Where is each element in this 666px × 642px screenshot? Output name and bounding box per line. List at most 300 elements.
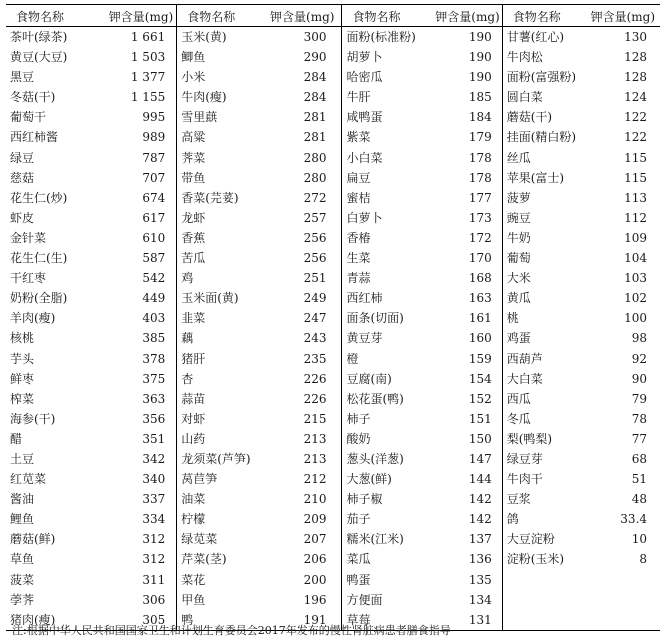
potassium-value: 184	[468, 110, 492, 125]
column-header	[503, 5, 660, 27]
food-name: 香椿	[346, 230, 371, 245]
food-name: 玉米(黄)	[181, 30, 227, 44]
food-name: 酸奶	[346, 431, 371, 446]
food-name: 大白菜	[506, 371, 543, 386]
table-row	[342, 168, 501, 188]
food-name: 对虾	[181, 411, 206, 426]
potassium-value: 284	[303, 70, 327, 85]
potassium-value: 281	[303, 130, 327, 145]
table-row	[6, 489, 176, 509]
table-row	[6, 549, 176, 569]
food-name: 莴苣笋	[181, 472, 218, 487]
table-row	[503, 228, 660, 248]
table-row	[6, 107, 176, 127]
potassium-value: 161	[468, 311, 492, 326]
potassium-value: 113	[624, 190, 648, 205]
table-row	[6, 509, 176, 529]
potassium-value: 363	[142, 391, 166, 406]
table-row	[6, 590, 176, 610]
potassium-value: 122	[624, 130, 648, 145]
potassium-value: 334	[142, 512, 166, 527]
column-header	[342, 5, 501, 27]
food-name: 鲫鱼	[181, 50, 206, 65]
table-row	[177, 47, 341, 67]
potassium-value: 142	[468, 492, 492, 507]
table-row	[342, 409, 501, 429]
food-name: 山药	[181, 431, 206, 446]
potassium-value: 151	[468, 411, 492, 426]
potassium-value: 300	[303, 30, 327, 44]
potassium-value: 137	[468, 532, 492, 547]
table-row	[342, 87, 501, 107]
potassium-value: 312	[142, 552, 166, 567]
table-row	[6, 248, 176, 268]
food-name: 冬瓜	[506, 411, 531, 426]
table-row	[503, 188, 660, 208]
table-row	[177, 469, 341, 489]
potassium-value: 152	[468, 391, 492, 406]
food-name: 西红柿	[346, 291, 383, 306]
food-name: 黄豆芽	[346, 331, 383, 346]
food-name: 鸭	[181, 612, 194, 627]
table-row	[342, 549, 501, 569]
potassium-value: 178	[468, 170, 492, 185]
food-name: 葡萄	[506, 251, 531, 266]
table-row	[503, 389, 660, 409]
food-name: 鸡蛋	[506, 331, 531, 346]
table-row	[6, 168, 176, 188]
food-name: 桃	[506, 311, 519, 326]
potassium-value: 1 155	[130, 90, 166, 105]
food-name: 豌豆	[506, 210, 531, 225]
food-name: 核桃	[10, 331, 35, 346]
potassium-value: 77	[631, 431, 648, 446]
food-name: 扁豆	[346, 170, 371, 185]
food-name: 藕	[181, 331, 194, 346]
table-row	[6, 349, 176, 369]
potassium-value: 378	[142, 351, 166, 366]
table-row	[503, 107, 660, 127]
food-name: 草莓	[346, 612, 371, 627]
potassium-value: 131	[468, 612, 492, 627]
table-row	[503, 148, 660, 168]
potassium-value: 128	[624, 70, 648, 85]
potassium-value: 249	[303, 291, 327, 306]
header-food-name: 食物名称	[16, 10, 65, 24]
potassium-value: 243	[303, 331, 327, 346]
food-name: 油菜	[181, 492, 206, 507]
table-row	[342, 389, 501, 409]
food-name: 茄子	[346, 512, 371, 527]
table-row	[503, 168, 660, 188]
food-name: 杏	[181, 371, 194, 386]
column-header	[177, 5, 341, 27]
table-row	[177, 127, 341, 147]
food-name: 甘薯(红心)	[506, 30, 565, 44]
table-row	[6, 469, 176, 489]
food-name: 葱头(洋葱)	[346, 451, 404, 466]
food-name: 香蕉	[181, 230, 206, 245]
potassium-value: 150	[468, 431, 492, 446]
table-row	[6, 47, 176, 67]
food-name: 绿苋菜	[181, 532, 218, 547]
food-name: 牛肉松	[506, 50, 543, 65]
table-column	[502, 5, 660, 630]
column-header	[6, 5, 176, 27]
food-name: 大米	[506, 271, 531, 286]
potassium-value: 281	[303, 110, 327, 125]
table-row	[6, 429, 176, 449]
table-row	[503, 268, 660, 288]
header-food-name: 食物名称	[352, 10, 401, 24]
table-row	[503, 429, 660, 449]
food-name: 酱油	[10, 492, 35, 507]
potassium-value: 311	[142, 572, 166, 587]
table-row	[6, 87, 176, 107]
potassium-value: 173	[468, 210, 492, 225]
table-row	[342, 127, 501, 147]
food-name: 生菜	[346, 251, 371, 266]
food-name: 芋头	[10, 351, 35, 366]
potassium-value: 78	[631, 411, 648, 426]
food-name: 香菜(芫荽)	[181, 190, 239, 205]
food-name: 龙虾	[181, 210, 206, 225]
potassium-value: 154	[468, 371, 492, 386]
food-name: 柿子	[346, 411, 371, 426]
table-column	[176, 5, 341, 630]
potassium-value: 209	[303, 512, 327, 527]
potassium-value: 136	[468, 552, 492, 567]
potassium-value: 215	[303, 411, 327, 426]
table-row	[342, 288, 501, 308]
potassium-value: 256	[303, 251, 327, 266]
table-row	[503, 469, 660, 489]
potassium-value: 256	[303, 230, 327, 245]
table-row	[342, 188, 501, 208]
food-name: 蒜苗	[181, 391, 206, 406]
potassium-value: 128	[624, 50, 648, 65]
table-row	[177, 409, 341, 429]
potassium-value: 210	[303, 492, 327, 507]
table-row	[503, 27, 660, 47]
table-column	[341, 5, 501, 630]
table-row	[177, 449, 341, 469]
table-row	[177, 67, 341, 87]
potassium-value: 305	[142, 612, 166, 627]
food-name: 面粉(富强粉)	[506, 70, 577, 85]
potassium-value: 51	[631, 472, 648, 487]
potassium-value: 1 661	[130, 30, 166, 44]
table-row	[177, 349, 341, 369]
food-name: 玉米面(黄)	[181, 291, 239, 306]
food-name: 榨菜	[10, 391, 35, 406]
table-row	[177, 308, 341, 328]
table-row	[342, 248, 501, 268]
potassium-value: 168	[468, 271, 492, 286]
table-row	[503, 409, 660, 429]
food-name: 柠檬	[181, 512, 206, 527]
table-row	[503, 87, 660, 107]
food-name: 猪肉(瘦)	[10, 612, 56, 627]
table-row	[342, 107, 501, 127]
table-row	[6, 409, 176, 429]
food-name: 绿豆芽	[506, 451, 543, 466]
potassium-value: 122	[624, 110, 648, 125]
potassium-value: 104	[624, 251, 648, 266]
table-row	[503, 127, 660, 147]
table-row	[177, 87, 341, 107]
food-name: 黄豆(大豆)	[10, 50, 68, 65]
food-name: 面条(切面)	[346, 311, 404, 326]
food-name: 虾皮	[10, 210, 35, 225]
food-name: 豆浆	[506, 492, 531, 507]
table-row	[177, 27, 341, 47]
food-name: 柿子椒	[346, 492, 383, 507]
potassium-value: 177	[468, 190, 492, 205]
table-row	[503, 529, 660, 549]
table-row	[177, 148, 341, 168]
table-row	[177, 509, 341, 529]
potassium-value: 1 503	[130, 50, 166, 65]
table-row	[177, 369, 341, 389]
food-name: 松花蛋(鸭)	[346, 391, 404, 406]
table-row	[503, 369, 660, 389]
potassium-value: 342	[142, 451, 166, 466]
table-row	[342, 429, 501, 449]
potassium-value: 375	[142, 371, 166, 386]
potassium-value: 172	[468, 230, 492, 245]
table-footnote: 注:根据中华人民共和国国家卫生和计划生育委员会2017年发布的慢性肾脏病患者膳食指导	[12, 624, 451, 637]
food-name: 红苋菜	[10, 472, 47, 487]
potassium-value: 247	[303, 311, 327, 326]
potassium-value: 135	[468, 572, 492, 587]
potassium-value: 142	[468, 512, 492, 527]
header-potassium: 钾含量(mg)	[435, 10, 500, 24]
table-row	[342, 529, 501, 549]
food-name: 金针菜	[10, 230, 47, 245]
food-name: 菠菜	[10, 572, 35, 587]
table-row	[177, 208, 341, 228]
food-name: 橙	[346, 351, 359, 366]
potassium-value: 207	[303, 532, 327, 547]
food-name: 菜花	[181, 572, 206, 587]
potassium-value: 190	[468, 30, 492, 44]
table-row	[177, 228, 341, 248]
table-columns	[6, 5, 660, 630]
table-row	[342, 27, 501, 47]
potassium-value: 213	[303, 451, 327, 466]
potassium-value: 79	[631, 391, 648, 406]
potassium-value: 351	[142, 431, 166, 446]
potassium-value: 100	[624, 311, 648, 326]
potassium-value: 1 377	[130, 70, 166, 85]
table-row	[503, 308, 660, 328]
potassium-value: 102	[624, 291, 648, 306]
table-row	[177, 268, 341, 288]
potassium-value: 280	[303, 170, 327, 185]
table-row	[177, 389, 341, 409]
potassium-value: 68	[631, 451, 648, 466]
table-row	[6, 449, 176, 469]
food-name: 牛奶	[506, 230, 531, 245]
potassium-value: 190	[468, 50, 492, 65]
potassium-value: 160	[468, 331, 492, 346]
table-row	[177, 188, 341, 208]
table-row	[503, 489, 660, 509]
food-name: 梨(鸭梨)	[506, 431, 553, 446]
potassium-value: 251	[303, 271, 327, 286]
potassium-value: 170	[468, 251, 492, 266]
food-name: 花生仁(炒)	[10, 190, 68, 205]
table-row	[342, 228, 501, 248]
table-row	[177, 489, 341, 509]
potassium-value: 144	[468, 472, 492, 487]
food-name: 苹果(富士)	[506, 170, 565, 185]
potassium-value: 587	[142, 251, 166, 266]
table-row	[6, 208, 176, 228]
table-row	[6, 27, 176, 47]
potassium-value: 98	[631, 331, 648, 346]
food-name: 雪里蕻	[181, 110, 218, 125]
food-name: 草鱼	[10, 552, 35, 567]
food-name: 丝瓜	[506, 150, 531, 165]
table-row	[177, 168, 341, 188]
potassium-value: 103	[624, 271, 648, 286]
table-row	[342, 328, 501, 348]
potassium-value: 206	[303, 552, 327, 567]
table-row	[177, 107, 341, 127]
table-row	[6, 328, 176, 348]
food-name: 龙须菜(芦笋)	[181, 451, 251, 466]
food-name: 慈菇	[10, 170, 35, 185]
food-name: 小白菜	[346, 150, 383, 165]
potassium-value: 109	[624, 230, 648, 245]
header-food-name: 食物名称	[187, 10, 236, 24]
food-name: 青蒜	[346, 271, 371, 286]
food-name: 圆白菜	[506, 90, 543, 105]
food-name: 绿豆	[10, 150, 35, 165]
potassium-value: 235	[303, 351, 327, 366]
potassium-value: 8	[639, 552, 648, 567]
potassium-value: 200	[303, 572, 327, 587]
food-name: 高粱	[181, 130, 206, 145]
food-name: 咸鸭蛋	[346, 110, 383, 125]
potassium-value: 674	[142, 190, 166, 205]
food-name: 奶粉(全脂)	[10, 291, 68, 306]
food-name: 糯米(江米)	[346, 532, 404, 547]
food-name: 菠萝	[506, 190, 531, 205]
potassium-value: 542	[142, 271, 166, 286]
food-name: 小米	[181, 70, 206, 85]
table-row	[6, 268, 176, 288]
table-row	[6, 389, 176, 409]
table-row	[503, 509, 660, 529]
potassium-value: 92	[631, 351, 648, 366]
table-row	[6, 228, 176, 248]
food-name: 蘑菇(干)	[506, 110, 553, 125]
food-name: 白萝卜	[346, 210, 383, 225]
table-row	[503, 328, 660, 348]
potassium-value: 213	[303, 431, 327, 446]
table-row	[342, 570, 501, 590]
table-row	[6, 127, 176, 147]
table-column	[6, 5, 176, 630]
table-row	[342, 489, 501, 509]
food-name: 哈密瓜	[346, 70, 383, 85]
food-name: 鲜枣	[10, 371, 35, 386]
table-row	[503, 67, 660, 87]
table-row	[342, 47, 501, 67]
food-name: 鸭蛋	[346, 572, 371, 587]
food-name: 方便面	[346, 592, 383, 607]
potassium-value: 617	[142, 210, 166, 225]
table-row	[177, 570, 341, 590]
food-name: 黄瓜	[506, 291, 531, 306]
potassium-value: 284	[303, 90, 327, 105]
food-name: 花生仁(生)	[10, 251, 68, 266]
potassium-value: 312	[142, 532, 166, 547]
food-name: 韭菜	[181, 311, 206, 326]
potassium-value: 112	[624, 210, 648, 225]
table-row	[6, 308, 176, 328]
food-name: 淀粉(玉米)	[506, 552, 565, 567]
food-name: 干红枣	[10, 271, 47, 286]
potassium-value: 159	[468, 351, 492, 366]
potassium-value: 306	[142, 592, 166, 607]
food-name: 西葫芦	[506, 351, 543, 366]
table-row	[503, 47, 660, 67]
potassium-value: 115	[624, 170, 648, 185]
food-name: 猪肝	[181, 351, 206, 366]
food-name: 胡萝卜	[346, 50, 383, 65]
table-row	[177, 288, 341, 308]
potassium-value: 340	[142, 472, 166, 487]
potassium-value: 272	[303, 190, 327, 205]
food-name: 冬菇(干)	[10, 90, 56, 105]
food-name: 茶叶(绿茶)	[10, 30, 68, 44]
table-row	[503, 349, 660, 369]
food-name: 苦瓜	[181, 251, 206, 266]
food-name: 牛肝	[346, 90, 371, 105]
food-name: 牛肉干	[506, 472, 543, 487]
potassium-value: 179	[468, 130, 492, 145]
table-row	[342, 369, 501, 389]
potassium-value: 337	[142, 492, 166, 507]
food-name: 荸荠	[10, 592, 35, 607]
food-name: 鲤鱼	[10, 512, 35, 527]
potassium-value: 33.4	[620, 512, 648, 527]
food-name: 带鱼	[181, 170, 206, 185]
table-row	[503, 288, 660, 308]
table-row	[177, 529, 341, 549]
potassium-value: 787	[142, 150, 166, 165]
potassium-value: 403	[142, 311, 166, 326]
potassium-value: 610	[142, 230, 166, 245]
potassium-value: 212	[303, 472, 327, 487]
potassium-value: 90	[631, 371, 648, 386]
potassium-value: 130	[624, 30, 648, 44]
food-name: 鸽	[506, 512, 519, 527]
food-name: 醋	[10, 431, 23, 446]
potassium-value: 995	[142, 110, 166, 125]
food-name: 蜜桔	[346, 190, 371, 205]
food-name: 牛肉(瘦)	[181, 90, 227, 105]
table-row	[503, 248, 660, 268]
table-row	[177, 248, 341, 268]
food-name: 西瓜	[506, 391, 531, 406]
potassium-value: 226	[303, 391, 327, 406]
potassium-value: 147	[468, 451, 492, 466]
